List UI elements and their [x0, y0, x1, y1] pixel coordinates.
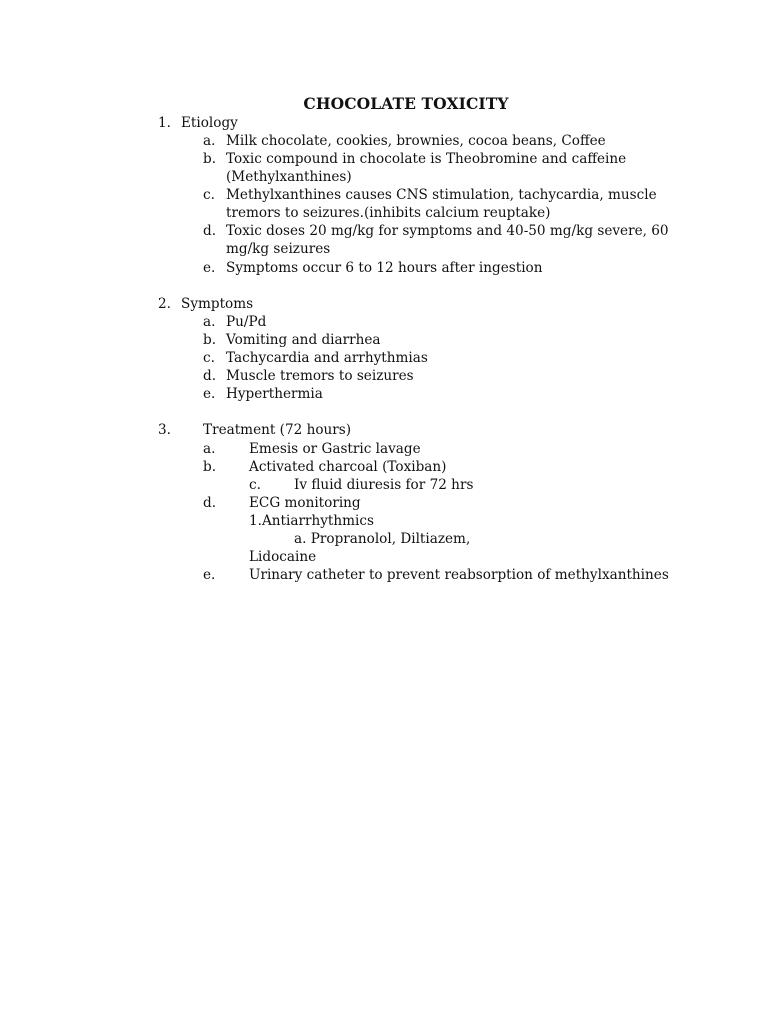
item-text: ECG monitoring — [249, 495, 361, 511]
item-letter: c. — [203, 350, 215, 366]
item-letter: c. — [203, 187, 215, 203]
item-text: Hyperthermia — [226, 386, 323, 402]
item-text: Urinary catheter to prevent reabsorption of methylxanthines — [249, 567, 669, 583]
item-text: 1.Antiarrhythmics — [249, 513, 374, 529]
item-text: Pu/Pd — [226, 314, 267, 330]
item-text: Milk chocolate, cookies, brownies, cocoa beans, Coffee — [226, 133, 606, 149]
item-letter: c. — [249, 477, 261, 493]
item-text: Iv fluid diuresis for 72 hrs — [294, 477, 474, 493]
item-letter: b. — [203, 151, 217, 167]
item-letter: b. — [203, 332, 217, 348]
section-number: 1. — [158, 115, 171, 131]
item-text: Methylxanthines causes CNS stimulation, tachycardia, muscle — [226, 187, 657, 203]
item-letter: a. — [203, 314, 216, 330]
item-text: Muscle tremors to seizures — [226, 368, 414, 384]
item-letter: e. — [203, 567, 216, 583]
item-letter: a. — [203, 441, 216, 457]
item-letter: b. — [203, 459, 217, 475]
item-letter: d. — [203, 223, 217, 239]
item-text: Vomiting and diarrhea — [226, 332, 381, 348]
item-letter: e. — [203, 386, 216, 402]
section-number: 2. — [158, 296, 171, 312]
item-text: Emesis or Gastric lavage — [249, 441, 421, 457]
item-text: Toxic compound in chocolate is Theobromine and caffeine — [226, 151, 627, 167]
item-text: a. Propranolol, Diltiazem, — [294, 531, 471, 547]
item-text: Activated charcoal (Toxiban) — [249, 459, 447, 475]
item-text: Symptoms occur 6 to 12 hours after ingestion — [226, 260, 543, 276]
item-text: Tachycardia and arrhythmias — [226, 350, 428, 366]
item-text: Toxic doses 20 mg/kg for symptoms and 40-50 mg/kg severe, 60 — [226, 223, 669, 239]
item-text: mg/kg seizures — [226, 241, 331, 257]
document-title: CHOCOLATE TOXICITY — [303, 94, 509, 113]
item-letter: a. — [203, 133, 216, 149]
item-letter: d. — [203, 368, 217, 384]
item-text: (Methylxanthines) — [226, 169, 352, 185]
item-text: Lidocaine — [249, 549, 317, 565]
item-letter: e. — [203, 260, 216, 276]
item-letter: d. — [203, 495, 217, 511]
section-heading: Treatment (72 hours) — [203, 422, 352, 438]
section-number: 3. — [158, 422, 171, 438]
item-text: tremors to seizures.(inhibits calcium reuptake) — [226, 205, 551, 221]
section-heading: Etiology — [181, 115, 238, 131]
section-heading: Symptoms — [181, 296, 254, 312]
